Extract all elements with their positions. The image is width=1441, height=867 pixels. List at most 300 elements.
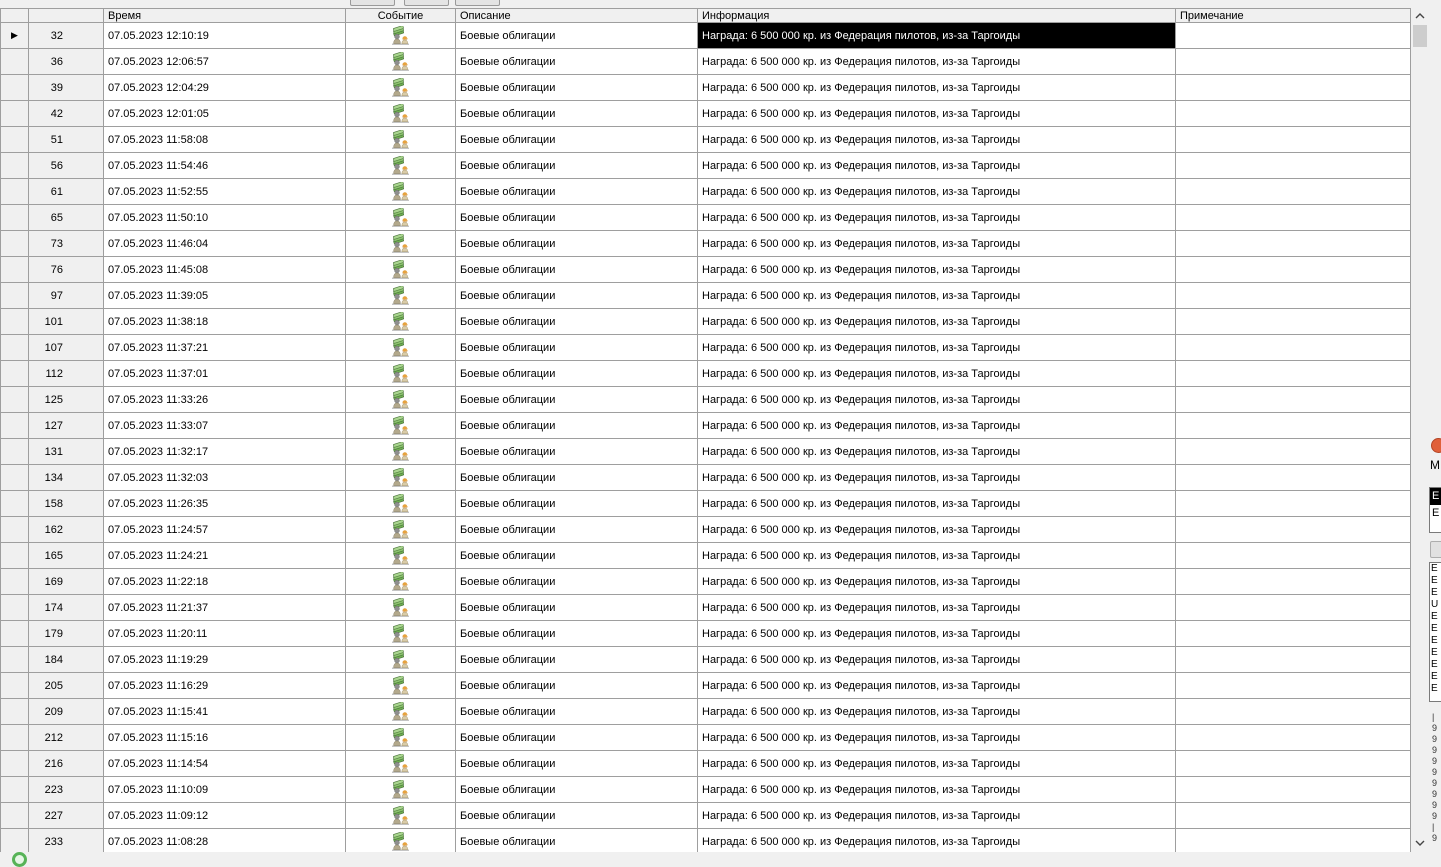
description-cell[interactable]: Боевые облигации	[456, 465, 698, 491]
table-row	[1, 517, 1411, 543]
row-selector-cell[interactable]	[1, 23, 29, 49]
note-cell[interactable]	[1176, 517, 1411, 543]
time-cell[interactable]: 07.05.2023 11:09:12	[104, 803, 346, 829]
row-number-cell[interactable]: 134	[29, 465, 104, 491]
description-cell[interactable]: Боевые облигации	[456, 49, 698, 75]
description-cell[interactable]: Боевые облигации	[456, 569, 698, 595]
info-cell[interactable]: Награда: 6 500 000 кр. из Федерация пилотов, из-за Таргоиды	[698, 413, 1176, 439]
time-cell[interactable]: 07.05.2023 11:15:41	[104, 699, 346, 725]
description-cell[interactable]: Боевые облигации	[456, 673, 698, 699]
event-cell[interactable]	[346, 23, 456, 49]
info-cell[interactable]: Награда: 6 500 000 кр. из Федерация пилотов, из-за Таргоиды	[698, 569, 1176, 595]
info-cell[interactable]: Награда: 6 500 000 кр. из Федерация пилотов, из-за Таргоиды	[698, 517, 1176, 543]
money-payment-icon	[391, 234, 411, 254]
row-selector-cell[interactable]	[1, 309, 29, 335]
description-cell[interactable]: Боевые облигации	[456, 595, 698, 621]
row-selector-cell[interactable]	[1, 725, 29, 751]
description-cell[interactable]: Боевые облигации	[456, 75, 698, 101]
money-payment-icon	[391, 26, 411, 46]
note-cell[interactable]	[1176, 699, 1411, 725]
description-cell[interactable]: Боевые облигации	[456, 413, 698, 439]
event-cell[interactable]	[346, 647, 456, 673]
row-selector-cell[interactable]	[1, 595, 29, 621]
event-cell[interactable]	[346, 205, 456, 231]
note-cell[interactable]	[1176, 205, 1411, 231]
note-cell[interactable]	[1176, 803, 1411, 829]
clipped-text-fragment: 9	[1432, 723, 1438, 733]
scrollbar-thumb[interactable]	[1413, 25, 1427, 47]
time-cell[interactable]: 07.05.2023 11:58:08	[104, 127, 346, 153]
clipped-list-item[interactable]: Е	[1431, 611, 1438, 622]
table-row	[1, 75, 1411, 101]
row-selector-cell[interactable]	[1, 283, 29, 309]
row-selector-cell[interactable]	[1, 829, 29, 852]
table-row	[1, 673, 1411, 699]
info-cell[interactable]: Награда: 6 500 000 кр. из Федерация пилотов, из-за Таргоиды	[698, 595, 1176, 621]
description-cell[interactable]: Боевые облигации	[456, 543, 698, 569]
row-number-cell[interactable]: 162	[29, 517, 104, 543]
note-cell[interactable]	[1176, 725, 1411, 751]
note-cell[interactable]	[1176, 257, 1411, 283]
clipped-list-item[interactable]: Е	[1431, 587, 1438, 598]
event-cell[interactable]	[346, 595, 456, 621]
event-cell[interactable]	[346, 153, 456, 179]
clipped-list-item[interactable]: Е	[1431, 635, 1438, 646]
row-number-cell[interactable]: 32	[29, 23, 104, 49]
clipped-toolbar-button-2[interactable]	[404, 0, 449, 6]
description-cell[interactable]: Боевые облигации	[456, 699, 698, 725]
money-payment-icon	[391, 780, 411, 800]
event-cell[interactable]	[346, 127, 456, 153]
description-cell[interactable]: Боевые облигации	[456, 127, 698, 153]
time-cell[interactable]: 07.05.2023 11:24:57	[104, 517, 346, 543]
note-cell[interactable]	[1176, 49, 1411, 75]
row-selector-cell[interactable]	[1, 517, 29, 543]
table-row	[1, 829, 1411, 852]
row-selector-cell[interactable]	[1, 777, 29, 803]
row-selector-cell[interactable]	[1, 673, 29, 699]
note-cell[interactable]	[1176, 673, 1411, 699]
time-cell[interactable]: 07.05.2023 11:26:35	[104, 491, 346, 517]
time-cell[interactable]: 07.05.2023 11:10:09	[104, 777, 346, 803]
clipped-list-item[interactable]: Е	[1431, 647, 1438, 658]
event-cell[interactable]	[346, 387, 456, 413]
row-selector-cell[interactable]	[1, 439, 29, 465]
event-cell[interactable]	[346, 413, 456, 439]
event-cell[interactable]	[346, 517, 456, 543]
note-cell[interactable]	[1176, 335, 1411, 361]
info-cell[interactable]: Награда: 6 500 000 кр. из Федерация пилотов, из-за Таргоиды	[698, 725, 1176, 751]
description-cell[interactable]: Боевые облигации	[456, 387, 698, 413]
clipped-toolbar-button-3[interactable]	[455, 0, 500, 6]
header-event[interactable]: Событие	[346, 8, 456, 23]
time-cell[interactable]: 07.05.2023 11:33:07	[104, 413, 346, 439]
note-cell[interactable]	[1176, 153, 1411, 179]
event-cell[interactable]	[346, 361, 456, 387]
event-cell[interactable]	[346, 569, 456, 595]
table-row	[1, 127, 1411, 153]
time-cell[interactable]: 07.05.2023 11:38:18	[104, 309, 346, 335]
money-payment-icon	[391, 364, 411, 384]
clipped-text-fragment: 9	[1432, 745, 1438, 755]
row-selector-cell[interactable]	[1, 257, 29, 283]
description-cell[interactable]: Боевые облигации	[456, 257, 698, 283]
row-selector-cell[interactable]	[1, 751, 29, 777]
info-cell[interactable]: Награда: 6 500 000 кр. из Федерация пилотов, из-за Таргоиды	[698, 803, 1176, 829]
description-cell[interactable]: Боевые облигации	[456, 283, 698, 309]
clipped-list-item[interactable]: Е	[1431, 623, 1438, 634]
money-payment-icon	[391, 702, 411, 722]
time-cell[interactable]: 07.05.2023 11:24:21	[104, 543, 346, 569]
money-payment-icon	[391, 728, 411, 748]
note-cell[interactable]	[1176, 101, 1411, 127]
row-number-cell[interactable]: 209	[29, 699, 104, 725]
row-number-cell[interactable]: 42	[29, 101, 104, 127]
description-cell[interactable]: Боевые облигации	[456, 23, 698, 49]
info-cell[interactable]: Награда: 6 500 000 кр. из Федерация пилотов, из-за Таргоиды	[698, 179, 1176, 205]
money-payment-icon	[391, 832, 411, 852]
table-row	[1, 543, 1411, 569]
info-cell[interactable]: Награда: 6 500 000 кр. из Федерация пилотов, из-за Таргоиды	[698, 153, 1176, 179]
money-payment-icon	[391, 338, 411, 358]
row-number-cell[interactable]: 107	[29, 335, 104, 361]
row-selector-cell[interactable]	[1, 101, 29, 127]
row-number-cell[interactable]: 76	[29, 257, 104, 283]
money-payment-icon	[391, 156, 411, 176]
note-cell[interactable]	[1176, 465, 1411, 491]
clipped-selected-item[interactable]: Е	[1430, 488, 1441, 505]
row-selector-cell[interactable]	[1, 205, 29, 231]
adjacent-window-sliver	[1428, 0, 1441, 859]
clipped-text-fragment: |	[1432, 822, 1435, 832]
money-payment-icon	[391, 130, 411, 150]
info-cell[interactable]: Награда: 6 500 000 кр. из Федерация пилотов, из-за Таргоиды	[698, 49, 1176, 75]
event-cell[interactable]	[346, 491, 456, 517]
info-cell[interactable]: Награда: 6 500 000 кр. из Федерация пилотов, из-за Таргоиды	[698, 101, 1176, 127]
info-cell[interactable]: Награда: 6 500 000 кр. из Федерация пилотов, из-за Таргоиды	[698, 335, 1176, 361]
note-cell[interactable]	[1176, 569, 1411, 595]
info-cell[interactable]: Награда: 6 500 000 кр. из Федерация пилотов, из-за Таргоиды	[698, 673, 1176, 699]
info-cell[interactable]: Награда: 6 500 000 кр. из Федерация пилотов, из-за Таргоиды	[698, 621, 1176, 647]
table-row	[1, 465, 1411, 491]
note-cell[interactable]	[1176, 543, 1411, 569]
info-cell[interactable]: Награда: 6 500 000 кр. из Федерация пилотов, из-за Таргоиды	[698, 439, 1176, 465]
header-row-number	[29, 8, 104, 23]
note-cell[interactable]	[1176, 829, 1411, 852]
note-cell[interactable]	[1176, 439, 1411, 465]
time-cell[interactable]: 07.05.2023 11:08:28	[104, 829, 346, 852]
table-row	[1, 725, 1411, 751]
money-payment-icon	[391, 806, 411, 826]
note-cell[interactable]	[1176, 777, 1411, 803]
header-description[interactable]: Описание	[456, 8, 698, 23]
row-selector-cell[interactable]	[1, 75, 29, 101]
table-row	[1, 569, 1411, 595]
description-cell[interactable]: Боевые облигации	[456, 725, 698, 751]
info-cell[interactable]: Награда: 6 500 000 кр. из Федерация пилотов, из-за Таргоиды	[698, 543, 1176, 569]
table-row	[1, 803, 1411, 829]
clipped-text-fragment: 9	[1432, 800, 1438, 810]
time-cell[interactable]: 07.05.2023 11:32:03	[104, 465, 346, 491]
clipped-list-item[interactable]: Е	[1431, 563, 1438, 574]
row-selector-cell[interactable]	[1, 543, 29, 569]
description-cell[interactable]: Боевые облигации	[456, 231, 698, 257]
time-cell[interactable]: 07.05.2023 11:37:21	[104, 335, 346, 361]
event-cell[interactable]	[346, 543, 456, 569]
row-number-cell[interactable]: 227	[29, 803, 104, 829]
note-cell[interactable]	[1176, 647, 1411, 673]
note-cell[interactable]	[1176, 23, 1411, 49]
event-cell[interactable]	[346, 231, 456, 257]
clipped-button[interactable]	[1430, 541, 1441, 558]
info-cell[interactable]: Награда: 6 500 000 кр. из Федерация пилотов, из-за Таргоиды	[698, 699, 1176, 725]
row-selector-cell[interactable]	[1, 491, 29, 517]
row-number-cell[interactable]: 233	[29, 829, 104, 852]
money-payment-icon	[391, 468, 411, 488]
row-number-cell[interactable]: 131	[29, 439, 104, 465]
description-cell[interactable]: Боевые облигации	[456, 647, 698, 673]
description-cell[interactable]: Боевые облигации	[456, 803, 698, 829]
time-cell[interactable]: 07.05.2023 12:01:05	[104, 101, 346, 127]
time-cell[interactable]: 07.05.2023 11:14:54	[104, 751, 346, 777]
row-number-cell[interactable]: 73	[29, 231, 104, 257]
row-number-cell[interactable]: 174	[29, 595, 104, 621]
table-row	[1, 777, 1411, 803]
row-number-cell[interactable]: 65	[29, 205, 104, 231]
description-cell[interactable]: Боевые облигации	[456, 491, 698, 517]
scroll-up-button[interactable]	[1412, 8, 1428, 24]
row-selector-cell[interactable]	[1, 387, 29, 413]
note-cell[interactable]	[1176, 491, 1411, 517]
row-number-cell[interactable]: 205	[29, 673, 104, 699]
row-selector-cell[interactable]	[1, 49, 29, 75]
info-cell[interactable]: Награда: 6 500 000 кр. из Федерация пилотов, из-за Таргоиды	[698, 491, 1176, 517]
table-row	[1, 439, 1411, 465]
time-cell[interactable]: 07.05.2023 12:04:29	[104, 75, 346, 101]
description-cell[interactable]: Боевые облигации	[456, 517, 698, 543]
info-cell[interactable]: Награда: 6 500 000 кр. из Федерация пилотов, из-за Таргоиды	[698, 205, 1176, 231]
row-number-cell[interactable]: 101	[29, 309, 104, 335]
row-selector-cell[interactable]	[1, 569, 29, 595]
info-cell[interactable]: Награда: 6 500 000 кр. из Федерация пилотов, из-за Таргоиды	[698, 283, 1176, 309]
time-cell[interactable]: 07.05.2023 11:50:10	[104, 205, 346, 231]
row-selector-cell[interactable]	[1, 413, 29, 439]
info-cell[interactable]: Награда: 6 500 000 кр. из Федерация пилотов, из-за Таргоиды	[698, 257, 1176, 283]
description-cell[interactable]: Боевые облигации	[456, 309, 698, 335]
info-cell[interactable]: Награда: 6 500 000 кр. из Федерация пилотов, из-за Таргоиды	[698, 231, 1176, 257]
row-number-cell[interactable]: 158	[29, 491, 104, 517]
clipped-text-fragment: 9	[1432, 756, 1438, 766]
current-row-arrow-icon: ▶	[11, 30, 18, 40]
note-cell[interactable]	[1176, 595, 1411, 621]
table-row	[1, 361, 1411, 387]
table-row	[1, 413, 1411, 439]
row-number-cell[interactable]: 165	[29, 543, 104, 569]
info-cell[interactable]: Награда: 6 500 000 кр. из Федерация пилотов, из-за Таргоиды	[698, 23, 1176, 49]
event-cell[interactable]	[346, 75, 456, 101]
table-row	[1, 179, 1411, 205]
clipped-listbox[interactable]	[1429, 562, 1441, 702]
event-cell[interactable]	[346, 335, 456, 361]
row-number-cell[interactable]: 97	[29, 283, 104, 309]
note-cell[interactable]	[1176, 127, 1411, 153]
note-cell[interactable]	[1176, 361, 1411, 387]
note-cell[interactable]	[1176, 231, 1411, 257]
row-number-cell[interactable]: 36	[29, 49, 104, 75]
event-cell[interactable]	[346, 777, 456, 803]
row-number-cell[interactable]: 127	[29, 413, 104, 439]
description-cell[interactable]: Боевые облигации	[456, 205, 698, 231]
money-payment-icon	[391, 104, 411, 124]
row-number-cell[interactable]: 125	[29, 387, 104, 413]
scroll-down-button[interactable]	[1412, 835, 1428, 851]
event-cell[interactable]	[346, 621, 456, 647]
event-cell[interactable]	[346, 699, 456, 725]
row-selector-cell[interactable]	[1, 231, 29, 257]
vertical-scrollbar[interactable]	[1412, 8, 1428, 851]
note-cell[interactable]	[1176, 309, 1411, 335]
time-cell[interactable]: 07.05.2023 11:45:08	[104, 257, 346, 283]
time-cell[interactable]: 07.05.2023 12:06:57	[104, 49, 346, 75]
note-cell[interactable]	[1176, 75, 1411, 101]
clipped-list-item[interactable]: U	[1431, 599, 1439, 610]
time-cell[interactable]: 07.05.2023 11:22:18	[104, 569, 346, 595]
row-number-cell[interactable]: 61	[29, 179, 104, 205]
description-cell[interactable]: Боевые облигации	[456, 153, 698, 179]
description-cell[interactable]: Боевые облигации	[456, 361, 698, 387]
event-cell[interactable]	[346, 283, 456, 309]
row-selector-cell[interactable]	[1, 361, 29, 387]
time-cell[interactable]: 07.05.2023 11:32:17	[104, 439, 346, 465]
clipped-list-item[interactable]: Е	[1431, 671, 1438, 682]
row-number-cell[interactable]: 216	[29, 751, 104, 777]
row-selector-cell[interactable]	[1, 335, 29, 361]
row-selector-cell[interactable]	[1, 153, 29, 179]
time-cell[interactable]: 07.05.2023 11:46:04	[104, 231, 346, 257]
table-row	[1, 23, 1411, 49]
chevron-down-icon	[1415, 840, 1425, 846]
event-cell[interactable]	[346, 751, 456, 777]
event-cell[interactable]	[346, 803, 456, 829]
row-selector-cell[interactable]	[1, 699, 29, 725]
row-selector-cell[interactable]	[1, 647, 29, 673]
row-number-cell[interactable]: 51	[29, 127, 104, 153]
description-cell[interactable]: Боевые облигации	[456, 179, 698, 205]
clipped-toolbar-button-1[interactable]	[350, 0, 395, 6]
time-cell[interactable]: 07.05.2023 11:33:26	[104, 387, 346, 413]
time-cell[interactable]: 07.05.2023 12:10:19	[104, 23, 346, 49]
note-cell[interactable]	[1176, 179, 1411, 205]
description-cell[interactable]: Боевые облигации	[456, 439, 698, 465]
event-cell[interactable]	[346, 179, 456, 205]
row-selector-cell[interactable]	[1, 465, 29, 491]
info-cell[interactable]: Награда: 6 500 000 кр. из Федерация пилотов, из-за Таргоиды	[698, 465, 1176, 491]
clipped-item[interactable]: Е	[1432, 507, 1440, 519]
info-cell[interactable]: Награда: 6 500 000 кр. из Федерация пилотов, из-за Таргоиды	[698, 777, 1176, 803]
table-row	[1, 699, 1411, 725]
time-cell[interactable]: 07.05.2023 11:39:05	[104, 283, 346, 309]
description-cell[interactable]: Боевые облигации	[456, 751, 698, 777]
event-cell[interactable]	[346, 49, 456, 75]
info-cell[interactable]: Награда: 6 500 000 кр. из Федерация пилотов, из-за Таргоиды	[698, 127, 1176, 153]
row-number-cell[interactable]: 184	[29, 647, 104, 673]
time-cell[interactable]: 07.05.2023 11:52:55	[104, 179, 346, 205]
info-cell[interactable]: Награда: 6 500 000 кр. из Федерация пилотов, из-за Таргоиды	[698, 75, 1176, 101]
description-cell[interactable]: Боевые облигации	[456, 621, 698, 647]
row-number-cell[interactable]: 39	[29, 75, 104, 101]
row-number-cell[interactable]: 56	[29, 153, 104, 179]
event-cell[interactable]	[346, 465, 456, 491]
description-cell[interactable]: Боевые облигации	[456, 777, 698, 803]
money-payment-icon	[391, 442, 411, 462]
note-cell[interactable]	[1176, 621, 1411, 647]
clipped-list-item[interactable]: Е	[1431, 575, 1438, 586]
event-cell[interactable]	[346, 673, 456, 699]
description-cell[interactable]: Боевые облигации	[456, 101, 698, 127]
time-cell[interactable]: 07.05.2023 11:37:01	[104, 361, 346, 387]
row-selector-cell[interactable]	[1, 179, 29, 205]
row-selector-cell[interactable]	[1, 127, 29, 153]
row-number-cell[interactable]: 212	[29, 725, 104, 751]
row-selector-cell[interactable]	[1, 803, 29, 829]
row-number-cell[interactable]: 179	[29, 621, 104, 647]
money-payment-icon	[391, 416, 411, 436]
event-cell[interactable]	[346, 725, 456, 751]
info-cell[interactable]: Награда: 6 500 000 кр. из Федерация пилотов, из-за Таргоиды	[698, 387, 1176, 413]
event-cell[interactable]	[346, 101, 456, 127]
header-information[interactable]: Информация	[698, 8, 1176, 23]
time-cell[interactable]: 07.05.2023 11:54:46	[104, 153, 346, 179]
money-payment-icon	[391, 52, 411, 72]
clipped-orange-circle-icon	[1431, 438, 1441, 453]
clipped-text-fragment: 9	[1432, 811, 1438, 821]
row-number-cell[interactable]: 169	[29, 569, 104, 595]
row-selector-cell[interactable]	[1, 621, 29, 647]
info-cell[interactable]: Награда: 6 500 000 кр. из Федерация пилотов, из-за Таргоиды	[698, 751, 1176, 777]
info-cell[interactable]: Награда: 6 500 000 кр. из Федерация пилотов, из-за Таргоиды	[698, 361, 1176, 387]
description-cell[interactable]: Боевые облигации	[456, 335, 698, 361]
table-row	[1, 283, 1411, 309]
header-time[interactable]: Время	[104, 8, 346, 23]
note-cell[interactable]	[1176, 413, 1411, 439]
time-cell[interactable]: 07.05.2023 11:19:29	[104, 647, 346, 673]
table-row	[1, 153, 1411, 179]
time-cell[interactable]: 07.05.2023 11:20:11	[104, 621, 346, 647]
description-cell[interactable]: Боевые облигации	[456, 829, 698, 852]
info-cell[interactable]: Награда: 6 500 000 кр. из Федерация пилотов, из-за Таргоиды	[698, 829, 1176, 852]
event-cell[interactable]	[346, 439, 456, 465]
clipped-selector-box[interactable]	[1429, 487, 1441, 533]
event-cell[interactable]	[346, 829, 456, 852]
note-cell[interactable]	[1176, 751, 1411, 777]
row-number-cell[interactable]: 112	[29, 361, 104, 387]
time-cell[interactable]: 07.05.2023 11:16:29	[104, 673, 346, 699]
time-cell[interactable]: 07.05.2023 11:21:37	[104, 595, 346, 621]
note-cell[interactable]	[1176, 387, 1411, 413]
header-note[interactable]: Примечание	[1176, 8, 1411, 23]
money-payment-icon	[391, 494, 411, 514]
event-cell[interactable]	[346, 257, 456, 283]
clipped-label: М	[1430, 458, 1440, 472]
info-cell[interactable]: Награда: 6 500 000 кр. из Федерация пилотов, из-за Таргоиды	[698, 309, 1176, 335]
info-cell[interactable]: Награда: 6 500 000 кр. из Федерация пилотов, из-за Таргоиды	[698, 647, 1176, 673]
row-number-cell[interactable]: 223	[29, 777, 104, 803]
clipped-list-item[interactable]: Е	[1431, 659, 1438, 670]
event-cell[interactable]	[346, 309, 456, 335]
clipped-list-item[interactable]: Е	[1431, 683, 1438, 694]
note-cell[interactable]	[1176, 283, 1411, 309]
time-cell[interactable]: 07.05.2023 11:15:16	[104, 725, 346, 751]
